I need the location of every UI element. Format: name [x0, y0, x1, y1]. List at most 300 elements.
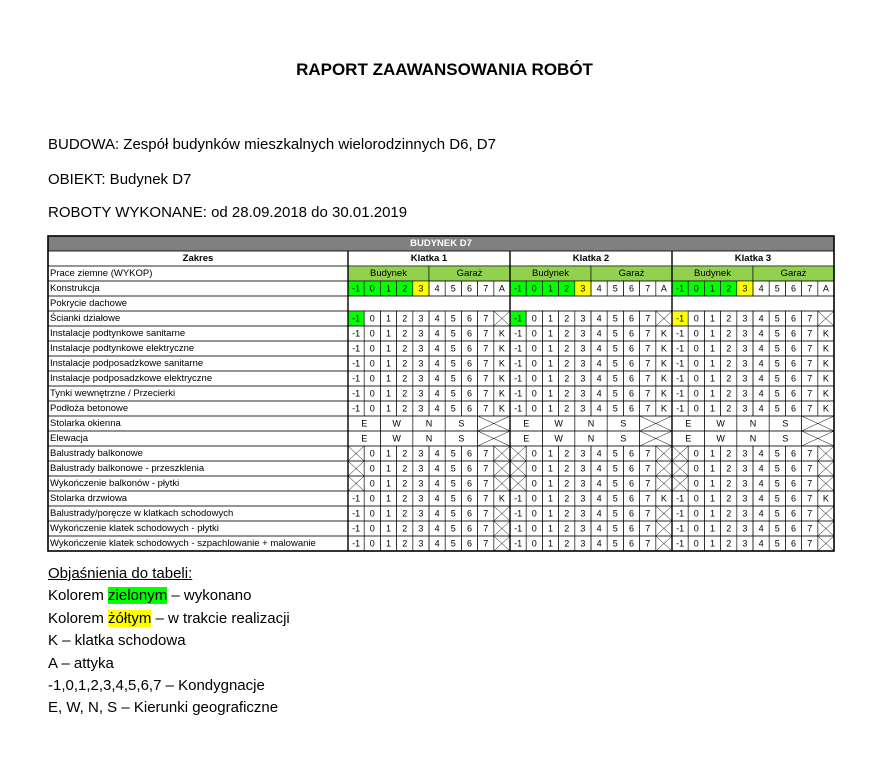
level-value: -1	[514, 403, 523, 414]
level-value: 4	[758, 493, 764, 504]
level-value: 3	[742, 448, 748, 459]
level-value: 2	[726, 538, 732, 549]
legend-dirs: E, W, N, S – Kierunki geograficzne	[48, 699, 279, 717]
level-value: 5	[612, 403, 618, 414]
level-value: 7	[807, 448, 813, 459]
direction-value: W	[392, 433, 401, 444]
level-value: 0	[693, 508, 699, 519]
legend	[48, 563, 290, 720]
level-value: A	[498, 283, 505, 294]
level-value: 7	[807, 343, 813, 354]
level-value: K	[822, 403, 829, 414]
row-label: Wykończenie klatek schodowych - szpachlowanie + malowanie	[50, 538, 316, 549]
level-value: 0	[369, 523, 375, 534]
level-value: 5	[612, 493, 618, 504]
level-value: 4	[758, 313, 764, 324]
level-value: 2	[726, 403, 732, 414]
level-value: 7	[645, 373, 651, 384]
legend-title: Objaśnienia do tabeli:	[48, 565, 193, 582]
level-value: -1	[514, 313, 523, 324]
direction-value: N	[587, 433, 595, 444]
direction-value: N	[425, 418, 433, 429]
level-value: -1	[352, 373, 361, 384]
level-value: 3	[742, 313, 748, 324]
level-value: 4	[758, 523, 764, 534]
level-value: 6	[790, 403, 797, 414]
level-value: 5	[450, 508, 456, 519]
level-value: 6	[790, 328, 797, 339]
level-value: 4	[758, 328, 764, 339]
row-label: Prace ziemne (WYKOP)	[50, 268, 153, 279]
level-value: 3	[580, 283, 586, 294]
level-value: 4	[434, 478, 440, 489]
level-value: 4	[758, 358, 764, 369]
level-value: 2	[402, 463, 408, 474]
level-value: 3	[418, 463, 424, 474]
level-value: 2	[726, 493, 732, 504]
level-value: 3	[742, 388, 748, 399]
progress-table	[48, 236, 834, 548]
level-value: 1	[709, 463, 716, 474]
level-value: 7	[645, 538, 651, 549]
level-value: -1	[352, 313, 361, 324]
level-value: 0	[531, 538, 537, 549]
direction-value: N	[749, 418, 757, 429]
level-value: 4	[596, 343, 602, 354]
level-value: 7	[483, 313, 489, 324]
level-value: 2	[564, 283, 570, 294]
level-value: 4	[758, 538, 764, 549]
level-value: 5	[450, 538, 456, 549]
level-value: 3	[580, 478, 586, 489]
level-value: K	[660, 493, 667, 504]
level-value: 4	[434, 388, 440, 399]
level-value: 1	[709, 478, 716, 489]
level-value: 6	[628, 523, 635, 534]
level-value: 6	[466, 283, 473, 294]
level-value: 6	[466, 493, 473, 504]
direction-value: S	[782, 418, 789, 429]
level-value: -1	[514, 538, 523, 549]
level-value: 2	[402, 508, 408, 519]
legend-green: Kolorem zielonym – wykonano	[48, 587, 252, 605]
level-value: 1	[547, 388, 554, 399]
level-value: 2	[402, 343, 408, 354]
report-title: RAPORT ZAAWANSOWANIA ROBÓT	[296, 60, 593, 79]
level-value: 6	[628, 328, 635, 339]
level-value: 1	[709, 313, 716, 324]
level-value: 4	[596, 388, 602, 399]
level-value: -1	[514, 373, 523, 384]
level-value: 2	[726, 388, 732, 399]
level-value: K	[498, 493, 505, 504]
level-value: 0	[369, 538, 375, 549]
row-label: Instalacje podposadzkowe elektryczne	[50, 373, 213, 384]
level-value: 7	[645, 358, 651, 369]
row-label: Instalacje podposadzkowe sanitarne	[50, 358, 204, 369]
level-value: 2	[564, 478, 570, 489]
level-value: 4	[434, 283, 440, 294]
level-value: 3	[580, 388, 586, 399]
level-value: 5	[450, 373, 456, 384]
level-value: 1	[709, 373, 716, 384]
level-value: 2	[564, 508, 570, 519]
level-value: 0	[531, 403, 537, 414]
level-value: 7	[483, 373, 489, 384]
level-value: 5	[450, 388, 456, 399]
meta-obiekt: OBIEKT: Budynek D7	[48, 171, 192, 188]
garaz-header-text: Garaż	[780, 268, 807, 279]
progress-table-grid	[48, 236, 834, 548]
direction-value: S	[782, 433, 789, 444]
level-value: 2	[726, 508, 732, 519]
level-value: 4	[596, 538, 602, 549]
row-label: Podłoża betonowe	[50, 403, 129, 414]
level-value: 2	[564, 313, 570, 324]
level-value: 1	[709, 328, 716, 339]
level-value: 7	[807, 523, 813, 534]
level-value: 6	[628, 493, 635, 504]
direction-value: W	[716, 418, 725, 429]
level-value: 7	[645, 478, 651, 489]
level-value: 6	[628, 538, 635, 549]
table-banner-text: BUDYNEK D7	[410, 238, 472, 249]
level-value: 0	[693, 493, 699, 504]
level-value: 0	[693, 448, 699, 459]
level-value: 2	[564, 373, 570, 384]
level-value: 4	[434, 538, 440, 549]
level-value: 7	[645, 508, 651, 519]
level-value: 6	[790, 373, 797, 384]
level-value: 3	[418, 538, 424, 549]
level-value: 0	[693, 283, 699, 294]
level-value: 7	[807, 463, 813, 474]
level-value: 1	[385, 313, 392, 324]
level-value: 1	[547, 508, 554, 519]
level-value: 2	[402, 313, 408, 324]
level-value: 3	[580, 538, 586, 549]
level-value: 5	[450, 403, 456, 414]
level-value: 1	[547, 313, 554, 324]
level-value: -1	[676, 493, 685, 504]
level-value: 7	[645, 463, 651, 474]
direction-value: N	[425, 433, 433, 444]
level-value: 6	[466, 508, 473, 519]
level-value: 2	[726, 448, 732, 459]
level-value: 2	[402, 478, 408, 489]
level-value: 6	[628, 388, 635, 399]
level-value: 5	[774, 358, 780, 369]
level-value: 2	[564, 538, 570, 549]
level-value: K	[498, 388, 505, 399]
level-value: 3	[418, 313, 424, 324]
level-value: 7	[645, 343, 651, 354]
level-value: 0	[531, 478, 537, 489]
level-value: 3	[580, 403, 586, 414]
level-value: 4	[596, 463, 602, 474]
level-value: -1	[514, 508, 523, 519]
legend-levels: -1,0,1,2,3,4,5,6,7 – Kondygnacje	[48, 677, 265, 695]
level-value: 5	[774, 388, 780, 399]
level-value: 6	[790, 463, 797, 474]
level-value: K	[660, 403, 667, 414]
meta-roboty: ROBOTY WYKONANE: od 28.09.2018 do 30.01.2019	[48, 204, 408, 221]
row-label: Balustrady/poręcze w klatkach schodowych	[50, 508, 234, 519]
level-value: 1	[709, 538, 716, 549]
level-value: -1	[352, 538, 361, 549]
level-value: -1	[676, 373, 685, 384]
level-value: 3	[580, 343, 586, 354]
level-value: 3	[742, 463, 748, 474]
level-value: 0	[531, 328, 537, 339]
direction-value: W	[716, 433, 725, 444]
level-value: 3	[418, 283, 424, 294]
level-value: 0	[531, 283, 537, 294]
level-value: 1	[709, 508, 716, 519]
level-value: K	[660, 328, 667, 339]
row-label: Tynki wewnętrzne / Przecierki	[50, 388, 176, 399]
direction-value: E	[523, 433, 530, 444]
level-value: 4	[596, 493, 602, 504]
level-value: 7	[645, 313, 651, 324]
level-value: 1	[709, 388, 716, 399]
level-value: 1	[385, 448, 392, 459]
level-value: 5	[774, 463, 780, 474]
level-value: 0	[693, 358, 699, 369]
level-value: 0	[693, 343, 699, 354]
level-value: -1	[676, 403, 685, 414]
level-value: 6	[466, 313, 473, 324]
level-value: 3	[418, 508, 424, 519]
legend-yellow-word: żółtym	[108, 609, 152, 627]
level-value: 7	[807, 493, 813, 504]
blank-cell	[510, 296, 672, 311]
level-value: 4	[596, 283, 602, 294]
level-value: 6	[790, 523, 797, 534]
level-value: 7	[807, 508, 813, 519]
level-value: 6	[790, 283, 797, 294]
level-value: 3	[580, 358, 586, 369]
level-value: 7	[807, 538, 813, 549]
level-value: -1	[352, 523, 361, 534]
level-value: 3	[742, 493, 748, 504]
direction-value: W	[554, 418, 563, 429]
level-value: 5	[450, 493, 456, 504]
level-value: 3	[418, 403, 424, 414]
level-value: 2	[402, 448, 408, 459]
level-value: 3	[742, 343, 748, 354]
level-value: K	[498, 328, 505, 339]
zakres-header-text: Zakres	[182, 253, 214, 264]
level-value: 7	[483, 343, 489, 354]
level-value: 5	[450, 283, 456, 294]
level-value: 0	[531, 508, 537, 519]
level-value: 6	[466, 538, 473, 549]
level-value: K	[498, 343, 505, 354]
level-value: 6	[628, 463, 635, 474]
level-value: 1	[547, 328, 554, 339]
level-value: 4	[596, 328, 602, 339]
level-value: 2	[402, 493, 408, 504]
level-value: 3	[580, 523, 586, 534]
level-value: 6	[790, 493, 797, 504]
level-value: 7	[807, 283, 813, 294]
level-value: 0	[369, 388, 375, 399]
level-value: 4	[758, 373, 764, 384]
level-value: -1	[514, 388, 523, 399]
level-value: -1	[514, 358, 523, 369]
level-value: 5	[612, 478, 618, 489]
garaz-header-text: Garaż	[456, 268, 483, 279]
level-value: 6	[790, 388, 797, 399]
level-value: K	[660, 358, 667, 369]
row-label: Balustrady balkonowe - przeszklenia	[50, 463, 205, 474]
level-value: 2	[564, 523, 570, 534]
level-value: 0	[531, 523, 537, 534]
level-value: 5	[612, 463, 618, 474]
level-value: 3	[418, 448, 424, 459]
level-value: 5	[774, 313, 780, 324]
level-value: 1	[547, 448, 554, 459]
garaz-header-text: Garaż	[618, 268, 645, 279]
level-value: 2	[564, 493, 570, 504]
level-value: 3	[742, 538, 748, 549]
level-value: 0	[531, 373, 537, 384]
level-value: 7	[807, 373, 813, 384]
level-value: 2	[564, 328, 570, 339]
level-value: 4	[596, 403, 602, 414]
level-value: 0	[531, 448, 537, 459]
level-value: 1	[709, 283, 716, 294]
level-value: 5	[450, 478, 456, 489]
direction-value: E	[685, 433, 692, 444]
legend-k: K – klatka schodowa	[48, 632, 186, 650]
level-value: 0	[693, 373, 699, 384]
level-value: 1	[547, 478, 554, 489]
level-value: 2	[726, 313, 732, 324]
level-value: -1	[514, 283, 523, 294]
level-value: 5	[774, 328, 780, 339]
level-value: 0	[531, 493, 537, 504]
level-value: -1	[676, 388, 685, 399]
level-value: 7	[807, 328, 813, 339]
level-value: 1	[547, 523, 554, 534]
level-value: 7	[483, 478, 489, 489]
level-value: 1	[547, 463, 554, 474]
level-value: 4	[596, 448, 602, 459]
direction-value: E	[361, 433, 368, 444]
level-value: 5	[450, 463, 456, 474]
klatka-header-text: Klatka 2	[572, 253, 610, 264]
level-value: 2	[726, 373, 732, 384]
level-value: 1	[385, 328, 392, 339]
level-value: 4	[596, 358, 602, 369]
level-value: 5	[612, 358, 618, 369]
level-value: 4	[596, 313, 602, 324]
row-label: Stolarka drzwiowa	[50, 493, 128, 504]
level-value: 0	[693, 328, 699, 339]
blank-cell	[348, 296, 510, 311]
level-value: 4	[596, 508, 602, 519]
level-value: -1	[676, 508, 685, 519]
level-value: 7	[483, 523, 489, 534]
level-value: 3	[418, 343, 424, 354]
level-value: K	[822, 343, 829, 354]
row-label: Elewacja	[50, 433, 89, 444]
level-value: 7	[483, 538, 489, 549]
level-value: 3	[580, 448, 586, 459]
level-value: K	[822, 388, 829, 399]
level-value: 2	[402, 523, 408, 534]
level-value: 3	[418, 358, 424, 369]
level-value: 2	[564, 463, 570, 474]
row-label: Pokrycie dachowe	[50, 298, 128, 309]
level-value: 4	[596, 373, 602, 384]
level-value: 2	[726, 478, 732, 489]
direction-value: W	[392, 418, 401, 429]
level-value: 3	[418, 493, 424, 504]
level-value: 4	[758, 388, 764, 399]
level-value: 5	[774, 538, 780, 549]
row-label: Balustrady balkonowe	[50, 448, 143, 459]
level-value: 1	[385, 373, 392, 384]
level-value: 5	[450, 343, 456, 354]
level-value: 5	[774, 493, 780, 504]
level-value: 3	[742, 373, 748, 384]
level-value: 3	[742, 403, 748, 414]
level-value: 1	[709, 403, 716, 414]
level-value: 7	[483, 388, 489, 399]
level-value: 6	[790, 478, 797, 489]
meta-budowa: BUDOWA: Zespół budynków mieszkalnych wielorodzinnych D6, D7	[48, 136, 496, 153]
direction-value: E	[523, 418, 530, 429]
direction-value: S	[620, 418, 627, 429]
level-value: 4	[758, 478, 764, 489]
level-value: -1	[352, 493, 361, 504]
level-value: 1	[547, 373, 554, 384]
level-value: 5	[612, 388, 618, 399]
level-value: 1	[385, 403, 392, 414]
row-label: Instalacje podtynkowe elektryczne	[50, 343, 195, 354]
direction-value: E	[685, 418, 692, 429]
level-value: 1	[709, 358, 716, 369]
level-value: A	[822, 283, 829, 294]
level-value: 1	[385, 508, 392, 519]
level-value: 2	[564, 388, 570, 399]
level-value: 6	[628, 343, 635, 354]
level-value: K	[822, 328, 829, 339]
level-value: 6	[628, 373, 635, 384]
level-value: 7	[645, 493, 651, 504]
level-value: 0	[369, 508, 375, 519]
level-value: 1	[709, 493, 716, 504]
level-value: 7	[645, 523, 651, 534]
level-value: 7	[483, 358, 489, 369]
level-value: 3	[742, 283, 748, 294]
direction-value: N	[749, 433, 757, 444]
level-value: 2	[402, 358, 408, 369]
level-value: 1	[385, 538, 392, 549]
level-value: 3	[418, 523, 424, 534]
level-value: K	[498, 373, 505, 384]
level-value: 1	[709, 343, 716, 354]
level-value: 6	[790, 358, 797, 369]
level-value: 7	[645, 388, 651, 399]
level-value: 1	[385, 388, 392, 399]
level-value: 4	[758, 508, 764, 519]
level-value: -1	[676, 358, 685, 369]
level-value: 5	[612, 328, 618, 339]
